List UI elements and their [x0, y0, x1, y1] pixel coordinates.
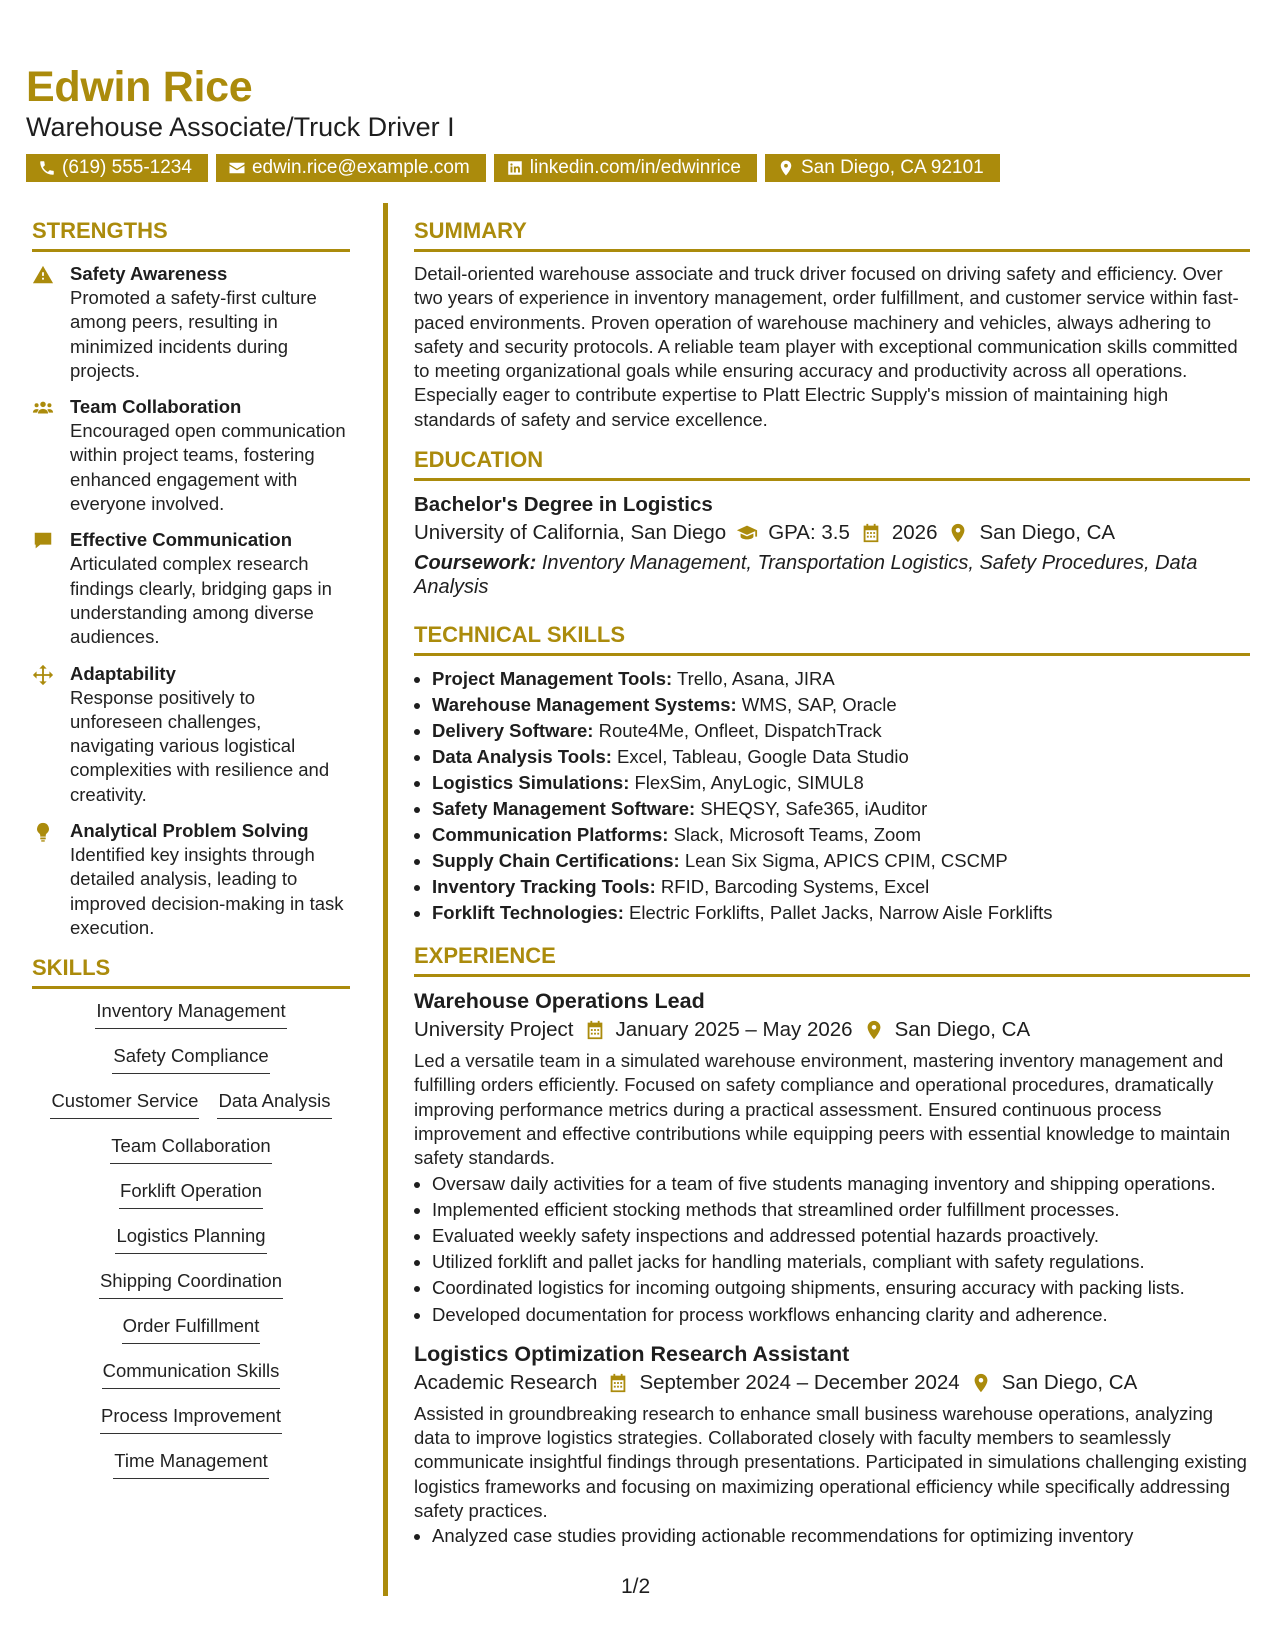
map-pin-icon [970, 1372, 992, 1394]
tech-skill-label: Supply Chain Certifications: [432, 850, 680, 872]
education-heading: EDUCATION [414, 446, 1250, 481]
list-item: • Oversaw daily activities for a team of five students managing inventory and shipping operations. [432, 1171, 1250, 1197]
skills-list [32, 999, 350, 1494]
tech-skill-value: WMS, SAP, Oracle [741, 694, 897, 716]
skill-tag: Safety Compliance [112, 1044, 269, 1074]
page-number: 1/2 [621, 1575, 651, 1598]
experience-section [414, 942, 1250, 1549]
job-title: Logistics Optimization Research Assistant [414, 1341, 850, 1366]
skill-tag: Customer Service [50, 1089, 199, 1119]
list-item [432, 848, 1250, 874]
job-description: Assisted in groundbreaking research to enhance small business warehouse operations, analyzing data to improve logistics strategies. Collaborated closely with faculty members to seamlessly communicate insightful findings through presentations. Participated in simulations challenging existing logistics frameworks and focusing on maximizing operational efficiency while specifically addressing safety practices. [414, 1402, 1247, 1521]
strength-title: Safety Awareness [70, 263, 228, 284]
skill-tag: Inventory Management [95, 999, 286, 1029]
degree-name: Bachelor's Degree in Logistics [414, 493, 713, 517]
gpa-value: GPA: 3.5 [768, 521, 850, 545]
job-entry [414, 1340, 1250, 1550]
job-entry [414, 987, 1250, 1328]
left-column [32, 217, 350, 1494]
job-meta [414, 1015, 1250, 1045]
job-location: San Diego, CA [1001, 1370, 1138, 1394]
map-pin-icon [777, 159, 795, 177]
strength-desc: Articulated complex research findings clearly, bridging gaps in understanding among diverse audiences. [70, 553, 332, 648]
tech-skill-value: SHEQSY, Safe365, iAuditor [700, 798, 928, 820]
school-location: San Diego, CA [979, 521, 1116, 545]
job-meta [414, 1368, 1250, 1398]
calendar-icon [607, 1372, 629, 1394]
strength-desc: Promoted a safety-first culture among peers, resulting in minimized incidents during projects. [70, 287, 317, 381]
strength-title: Adaptability [70, 662, 176, 684]
list-item [432, 770, 1250, 796]
list-item [432, 900, 1250, 926]
tech-skill-value: Route4Me, Onfleet, DispatchTrack [598, 720, 882, 742]
list-item [432, 796, 1250, 822]
calendar-icon [584, 1019, 606, 1041]
tech-skill-label: Warehouse Management Systems: [432, 694, 737, 716]
tech-skill-value: Trello, Asana, JIRA [677, 668, 835, 690]
strength-title: Analytical Problem Solving [70, 820, 309, 842]
strength-title: Effective Communication [70, 529, 293, 551]
candidate-name: Edwin Rice [26, 63, 253, 111]
experience-heading: EXPERIENCE [414, 942, 1250, 977]
job-description: Led a versatile team in a simulated warehouse environment, mastering inventory management and fulfilling orders efficiently. Focused on safety compliance and operational procedures, dramatically improving performance metrics during a practical assessment. Ensured continuous process improvement and effective contributions while equipping peers with essential knowledge to maintain safety standards. [414, 1050, 1231, 1169]
strength-item [32, 395, 350, 516]
tech-skill-value: Lean Six Sigma, APICS CPIM, CSCMP [684, 850, 1008, 872]
education-meta [414, 518, 1250, 548]
list-item: • Analyzed case studies providing actionable recommendations for optimizing inventory [432, 1523, 1250, 1549]
skill-tag: Order Fulfillment [122, 1314, 261, 1344]
right-column [414, 217, 1250, 1561]
tech-skill-label: Data Analysis Tools: [432, 746, 612, 768]
skill-tag: Process Improvement [100, 1404, 282, 1434]
contact-linkedin[interactable] [494, 154, 757, 182]
map-pin-icon [863, 1019, 885, 1041]
coursework-label: Coursework: [414, 552, 537, 575]
skill-tag: Forklift Operation [119, 1179, 263, 1209]
list-item [432, 718, 1250, 744]
contact-phone-text: (619) 555-1234 [62, 157, 192, 178]
skill-tag: Team Collaboration [110, 1134, 271, 1164]
skill-tag: Logistics Planning [115, 1224, 266, 1254]
skills-heading: SKILLS [32, 954, 350, 989]
warning-icon [32, 264, 54, 286]
list-item [432, 874, 1250, 900]
list-item: • Developed documentation for process workflows enhancing clarity and adherence. [432, 1302, 1250, 1328]
list-item [432, 666, 1250, 692]
strength-item [32, 528, 350, 649]
job-dates: September 2024 – December 2024 [639, 1370, 960, 1394]
skill-tag: Time Management [113, 1449, 269, 1479]
contact-phone[interactable] [26, 154, 208, 182]
list-item: • Implemented efficient stocking methods that streamlined order fulfillment processes. [432, 1197, 1250, 1223]
arrows-move-icon [32, 664, 54, 686]
graduation-cap-icon [736, 522, 758, 544]
calendar-icon [860, 522, 882, 544]
resume-header [26, 62, 1246, 182]
tech-skill-value: Electric Forklifts, Pallet Jacks, Narrow Aisle Forklifts [629, 902, 1053, 924]
tech-skill-label: Delivery Software: [432, 720, 594, 742]
skill-tag: Shipping Coordination [99, 1269, 283, 1299]
users-icon [32, 397, 54, 419]
contact-email[interactable] [216, 154, 486, 182]
list-item [432, 692, 1250, 718]
strength-desc: Response positively to unforeseen challenges, navigating various logistical complexities with resilience and creativity. [70, 686, 330, 805]
job-bullets [414, 1523, 1250, 1549]
list-item: • Evaluated weekly safety inspections and addressed potential hazards proactively. [432, 1223, 1250, 1249]
lightbulb-icon [32, 821, 54, 843]
skills-section [32, 954, 350, 1494]
tech-skill-label: Project Management Tools: [432, 668, 673, 690]
school-name: University of California, San Diego [414, 521, 727, 545]
technical-skills-list [414, 666, 1250, 926]
tech-skill-label: Forklift Technologies: [432, 902, 624, 924]
strength-item [32, 819, 350, 940]
graduation-year: 2026 [891, 521, 938, 545]
list-item: • Utilized forklift and pallet jacks for handling materials, compliant with safety regulations. [432, 1249, 1250, 1275]
contact-linkedin-text: linkedin.com/in/edwinrice [529, 157, 741, 178]
summary-heading: SUMMARY [414, 217, 1250, 252]
phone-icon [38, 159, 56, 177]
tech-skill-label: Inventory Tracking Tools: [432, 876, 656, 898]
list-item [432, 744, 1250, 770]
coursework [414, 551, 1250, 599]
strength-desc: Encouraged open communication within project teams, fostering enhanced engagement with everyone involved. [70, 420, 346, 515]
envelope-icon [228, 159, 246, 177]
tech-skill-label: Logistics Simulations: [432, 772, 630, 794]
technical-skills-heading: TECHNICAL SKILLS [414, 621, 1250, 656]
tech-skill-label: Communication Platforms: [432, 824, 669, 846]
job-org: University Project [414, 1018, 574, 1042]
education-section [414, 446, 1250, 599]
coursework-list: Inventory Management, Transportation Logistics, Safety Procedures, Data Analysis [414, 552, 1198, 599]
job-dates: January 2025 – May 2026 [615, 1018, 853, 1042]
strength-title: Team Collaboration [70, 396, 242, 418]
job-location: San Diego, CA [894, 1018, 1031, 1042]
contact-bar [26, 154, 1246, 182]
tech-skill-value: Excel, Tableau, Google Data Studio [617, 746, 909, 768]
contact-location-text: San Diego, CA 92101 [800, 157, 984, 178]
job-org: Academic Research [414, 1370, 598, 1394]
column-divider [383, 203, 388, 1596]
summary-section [414, 217, 1250, 432]
technical-skills-section [414, 621, 1250, 926]
tech-skill-value: FlexSim, AnyLogic, SIMUL8 [634, 772, 864, 794]
strength-item [32, 262, 350, 383]
list-item [432, 822, 1250, 848]
summary-text: Detail-oriented warehouse associate and truck driver focused on driving safety and efficiency. Over two years of experience in inventory management, order fulfillment, and customer service within fast-paced environments. Proven operation of warehouse machinery and vehicles, always adhering to safety and security protocols. A reliable team player with exceptional communication skills committed to meeting organizational goals while ensuring accuracy and productivity across all operations. Especially eager to contribute expertise to Platt Electric Supply's mission of maintaining high standards of safety and service excellence. [414, 263, 1239, 430]
contact-email-text: edwin.rice@example.com [251, 157, 470, 178]
contact-location [765, 154, 1000, 182]
tech-skill-value: RFID, Barcoding Systems, Excel [660, 876, 930, 898]
tech-skill-value: Slack, Microsoft Teams, Zoom [673, 824, 921, 846]
comment-icon [32, 530, 54, 552]
skill-tag: Communication Skills [102, 1359, 281, 1389]
strength-desc: Identified key insights through detailed analysis, leading to improved decision-making in task execution. [70, 844, 344, 938]
list-item: • Coordinated logistics for incoming outgoing shipments, ensuring accuracy with packing lists. [432, 1275, 1250, 1301]
skill-tag: Data Analysis [217, 1089, 331, 1119]
job-bullets [414, 1171, 1250, 1328]
map-pin-icon [947, 522, 969, 544]
linkedin-icon [506, 159, 524, 177]
strengths-heading: STRENGTHS [32, 217, 350, 252]
tech-skill-label: Safety Management Software: [432, 798, 696, 820]
job-title: Warehouse Operations Lead [414, 989, 705, 1014]
strength-item [32, 662, 350, 807]
candidate-title: Warehouse Associate/Truck Driver I [26, 112, 455, 142]
